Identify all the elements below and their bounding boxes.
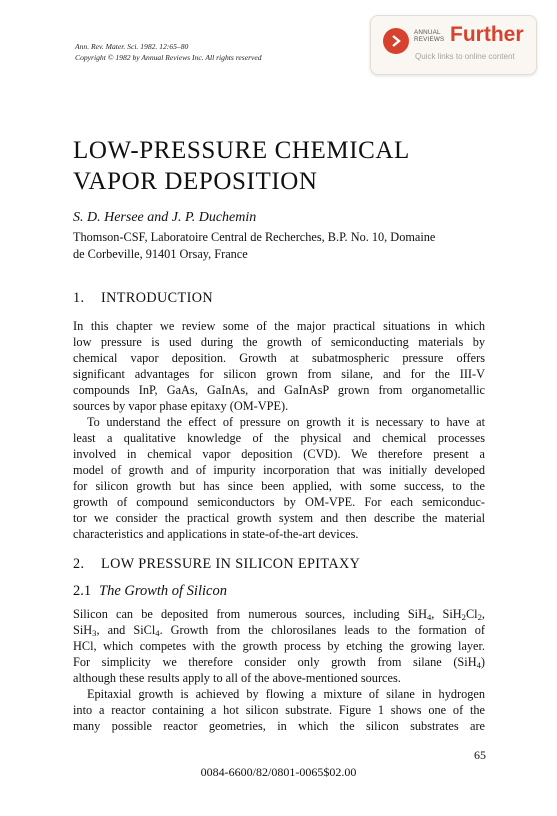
text-line: For simplicity we therefore consider only growth from silane (SiH$_4$) xyxy=(73,655,485,671)
section-heading-introduction: 1. INTRODUCTION xyxy=(73,290,213,306)
text-line: HCl, which competes with the growth process by etching the growing layer. xyxy=(73,639,485,653)
text-line: many possible reactor geometries, in which the silicon substrates are xyxy=(73,719,485,733)
text-line: To understand the effect of pressure on growth it is necessary to have at xyxy=(87,415,485,429)
article-title: LOW-PRESSURE CHEMICAL VAPOR DEPOSITION xyxy=(73,137,410,195)
text-line: Epitaxial growth is achieved by flowing a mixture of silane in hydrogen xyxy=(87,687,485,701)
text-line: involved in chemical vapor deposition (CVD). We therefore present a xyxy=(73,447,485,461)
text-line: sources by vapor phase epitaxy (OM-VPE). xyxy=(73,399,289,413)
affiliation: Thomson-CSF, Laboratoire Central de Recherches, B.P. No. 10, Domaine de Corbeville, 91401 Orsay, France xyxy=(73,230,436,261)
text-line: for silicon growth but has since been applied, with some success, to the xyxy=(73,479,485,493)
further-badge[interactable] xyxy=(370,15,537,75)
subsection-heading-growth-of-silicon: 2.1 The Growth of Silicon xyxy=(73,583,227,599)
text-line: chemical vapor deposition. Growth at subatmospheric pressure offers xyxy=(73,351,485,365)
annual-reviews-brand: ANNUAL REVIEWS xyxy=(414,29,445,43)
text-line: into a reactor containing a hot silicon substrate. Figure 1 shows one of the xyxy=(73,703,485,717)
journal-citation: Ann. Rev. Mater. Sci. 1982. 12:65–80 xyxy=(75,42,189,51)
text-line: model of growth and of impurity incorporation that was initially developed xyxy=(73,463,485,477)
text-line: characteristics and applications in state-of-the-art devices. xyxy=(73,527,359,541)
text-line: SiH$_3$, and SiCl$_4$. Growth from the chlorosilanes leads to the formation of xyxy=(73,623,485,639)
text-line: Silicon can be deposited from numerous sources, including SiH$_4$, $SiH_2Cl_2$, xyxy=(73,607,485,623)
text-line: growth of compound semiconductors by OM-VPE. For each semiconduc- xyxy=(73,495,485,509)
text-line: compounds InP, GaAs, GaInAs, and GaInAsP grown from organometallic xyxy=(73,383,485,397)
page-number: 65 xyxy=(474,748,486,762)
further-logo-icon xyxy=(383,28,409,54)
section-heading-silicon-epitaxy: 2. LOW PRESSURE IN SILICON EPITAXY xyxy=(73,556,361,572)
copyright-notice: Copyright © 1982 by Annual Reviews Inc. All rights reserved xyxy=(75,53,262,62)
article-code: 0084-6600/82/0801-0065$02.00 xyxy=(200,765,357,779)
text-line: low pressure is used during the growth of semiconducting materials by xyxy=(73,335,485,349)
text-line: least a qualitative knowledge of the physical and chemical processes xyxy=(73,431,485,445)
authors: S. D. Hersee and J. P. Duchemin xyxy=(73,210,257,225)
text-line: In this chapter we review some of the major practical situations in which xyxy=(73,319,485,333)
further-subtitle: Quick links to online content xyxy=(415,52,515,61)
text-line: tor we consider the practical growth system and then describe the material xyxy=(73,511,485,525)
further-wordmark: Further xyxy=(450,23,524,46)
text-line: although these results apply to all of the above-mentioned sources. xyxy=(73,671,401,685)
text-line: significant advantages for silicon grown from silane, and for the III-V xyxy=(73,367,485,381)
